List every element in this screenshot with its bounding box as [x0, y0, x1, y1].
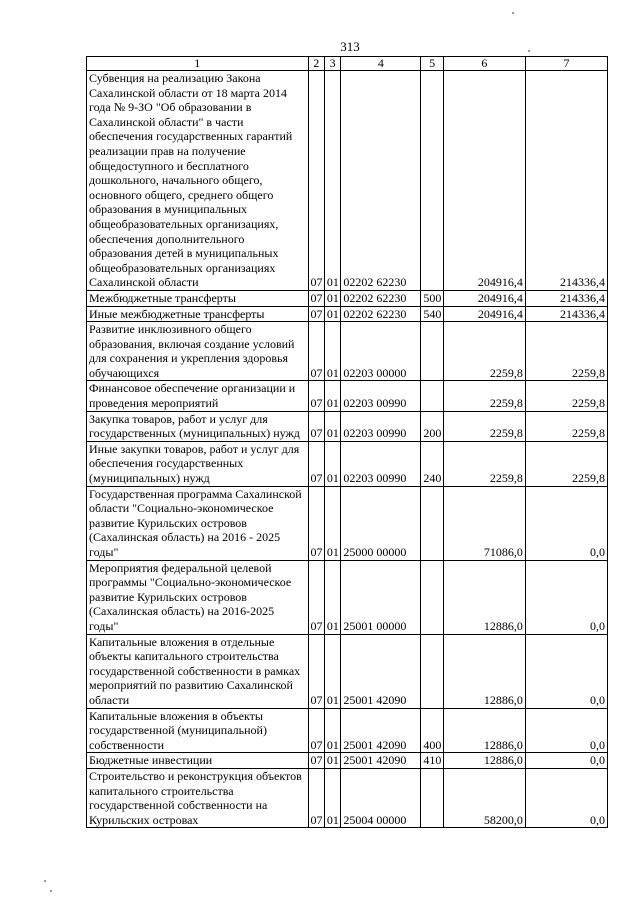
column-header: 4	[341, 57, 421, 71]
expense-type-code: 200	[421, 411, 444, 441]
row-name: Капитальные вложения в отдельные объекты капитального строительства государственной собственности в рамках мероприятий по развитию Сахалинской области	[87, 634, 309, 708]
expense-type-code: 240	[421, 441, 444, 486]
row-name: Закупка товаров, работ и услуг для государственных (муниципальных) нужд	[87, 411, 309, 441]
target-article-code: 25001 00000	[341, 560, 421, 634]
subsection-code: 01	[324, 411, 340, 441]
row-name: Государственная программа Сахалинской области "Социально-экономическое развитие Курильских островов (Сахалинская область) на 2016 - 2025 годы"	[87, 486, 309, 560]
amount-col6: 204916,4	[443, 306, 525, 322]
expense-type-code: 410	[421, 753, 444, 769]
expense-type-code	[421, 634, 444, 708]
table-row	[87, 768, 608, 827]
row-name: Межбюджетные трансферты	[87, 290, 309, 306]
amount-col7: 214336,4	[525, 306, 607, 322]
amount-col6: 12886,0	[443, 753, 525, 769]
scan-speck	[512, 12, 514, 14]
subsection-code: 01	[324, 753, 340, 769]
row-name: Субвенция на реализацию Закона Сахалинской области от 18 марта 2014 года № 9-ЗО "Об образовании в Сахалинской области" в части обеспечения государственных гарантий реализации прав на получение общедоступного и бесплатного дошкольного, начального общего, основного общего, среднего общего образования в муниципальных общеобразовательных организациях, обеспечения дополнительного образования детей в муниципальных общеобразовательных организациях Сахалинской области	[87, 71, 309, 291]
table-row	[87, 322, 608, 381]
amount-col6: 71086,0	[443, 486, 525, 560]
table-row	[87, 71, 608, 291]
amount-col7: 214336,4	[525, 290, 607, 306]
budget-table	[86, 56, 608, 828]
table-row	[87, 306, 608, 322]
row-name: Финансовое обеспечение организации и проведения мероприятий	[87, 381, 309, 411]
subsection-code: 01	[324, 71, 340, 291]
subsection-code: 01	[324, 322, 340, 381]
table-row	[87, 441, 608, 486]
table-row	[87, 708, 608, 753]
table-row	[87, 381, 608, 411]
amount-col6: 58200,0	[443, 768, 525, 827]
row-name: Иные закупки товаров, работ и услуг для обеспечения государственных (муниципальных) нужд	[87, 441, 309, 486]
expense-type-code	[421, 768, 444, 827]
section-code: 07	[308, 560, 324, 634]
column-header: 6	[443, 57, 525, 71]
target-article-code: 25001 42090	[341, 753, 421, 769]
page-number: 313	[340, 39, 360, 54]
amount-col6: 2259,8	[443, 322, 525, 381]
amount-col6: 2259,8	[443, 441, 525, 486]
target-article-code: 25000 00000	[341, 486, 421, 560]
amount-col7: 0,0	[525, 708, 607, 753]
expense-type-code: 540	[421, 306, 444, 322]
expense-type-code: 400	[421, 708, 444, 753]
expense-type-code	[421, 560, 444, 634]
target-article-code: 02202 62230	[341, 306, 421, 322]
amount-col6: 12886,0	[443, 708, 525, 753]
section-code: 07	[308, 486, 324, 560]
amount-col7: 0,0	[525, 560, 607, 634]
row-name: Иные межбюджетные трансферты	[87, 306, 309, 322]
column-header: 1	[87, 57, 309, 71]
expense-type-code	[421, 322, 444, 381]
section-code: 07	[308, 753, 324, 769]
column-header: 3	[324, 57, 340, 71]
amount-col6: 2259,8	[443, 411, 525, 441]
column-header: 7	[525, 57, 607, 71]
row-name: Бюджетные инвестиции	[87, 753, 309, 769]
target-article-code: 02203 00990	[341, 411, 421, 441]
section-code: 07	[308, 290, 324, 306]
amount-col6: 12886,0	[443, 560, 525, 634]
target-article-code: 02202 62230	[341, 71, 421, 291]
row-name: Мероприятия федеральной целевой программы "Социально-экономическое развитие Курильских островов (Сахалинская область) на 2016-2025 годы"	[87, 560, 309, 634]
section-code: 07	[308, 411, 324, 441]
amount-col7: 0,0	[525, 486, 607, 560]
target-article-code: 25004 00000	[341, 768, 421, 827]
scan-speck	[528, 50, 530, 52]
subsection-code: 01	[324, 381, 340, 411]
amount-col6: 12886,0	[443, 634, 525, 708]
section-code: 07	[308, 768, 324, 827]
table-row	[87, 753, 608, 769]
amount-col7: 0,0	[525, 634, 607, 708]
section-code: 07	[308, 634, 324, 708]
target-article-code: 25001 42090	[341, 634, 421, 708]
column-header: 2	[308, 57, 324, 71]
subsection-code: 01	[324, 441, 340, 486]
amount-col7: 2259,8	[525, 411, 607, 441]
subsection-code: 01	[324, 634, 340, 708]
amount-col7: 2259,8	[525, 441, 607, 486]
target-article-code: 25001 42090	[341, 708, 421, 753]
amount-col7: 0,0	[525, 768, 607, 827]
amount-col7: 2259,8	[525, 322, 607, 381]
header-row	[87, 57, 608, 71]
table-row	[87, 486, 608, 560]
table-row	[87, 290, 608, 306]
section-code: 07	[308, 322, 324, 381]
subsection-code: 01	[324, 560, 340, 634]
section-code: 07	[308, 441, 324, 486]
row-name: Строительство и реконструкция объектов капитального строительства государственной собственности на Курильских островах	[87, 768, 309, 827]
subsection-code: 01	[324, 486, 340, 560]
table-row	[87, 634, 608, 708]
section-code: 07	[308, 708, 324, 753]
subsection-code: 01	[324, 768, 340, 827]
target-article-code: 02203 00990	[341, 441, 421, 486]
target-article-code: 02203 00000	[341, 322, 421, 381]
column-header: 5	[421, 57, 444, 71]
subsection-code: 01	[324, 306, 340, 322]
table-row	[87, 411, 608, 441]
section-code: 07	[308, 381, 324, 411]
amount-col7: 214336,4	[525, 71, 607, 291]
expense-type-code	[421, 381, 444, 411]
expense-type-code: 500	[421, 290, 444, 306]
amount-col6: 204916,4	[443, 290, 525, 306]
target-article-code: 02202 62230	[341, 290, 421, 306]
subsection-code: 01	[324, 290, 340, 306]
row-name: Капитальные вложения в объекты государственной (муниципальной) собственности	[87, 708, 309, 753]
amount-col6: 204916,4	[443, 71, 525, 291]
amount-col7: 0,0	[525, 753, 607, 769]
expense-type-code	[421, 71, 444, 291]
subsection-code: 01	[324, 708, 340, 753]
table-row	[87, 560, 608, 634]
target-article-code: 02203 00990	[341, 381, 421, 411]
scan-speck	[50, 890, 52, 892]
row-name: Развитие инклюзивного общего образования, включая создание условий для сохранения и укрепления здоровья обучающихся	[87, 322, 309, 381]
expense-type-code	[421, 486, 444, 560]
amount-col6: 2259,8	[443, 381, 525, 411]
amount-col7: 2259,8	[525, 381, 607, 411]
scan-speck	[44, 880, 46, 882]
section-code: 07	[308, 71, 324, 291]
section-code: 07	[308, 306, 324, 322]
